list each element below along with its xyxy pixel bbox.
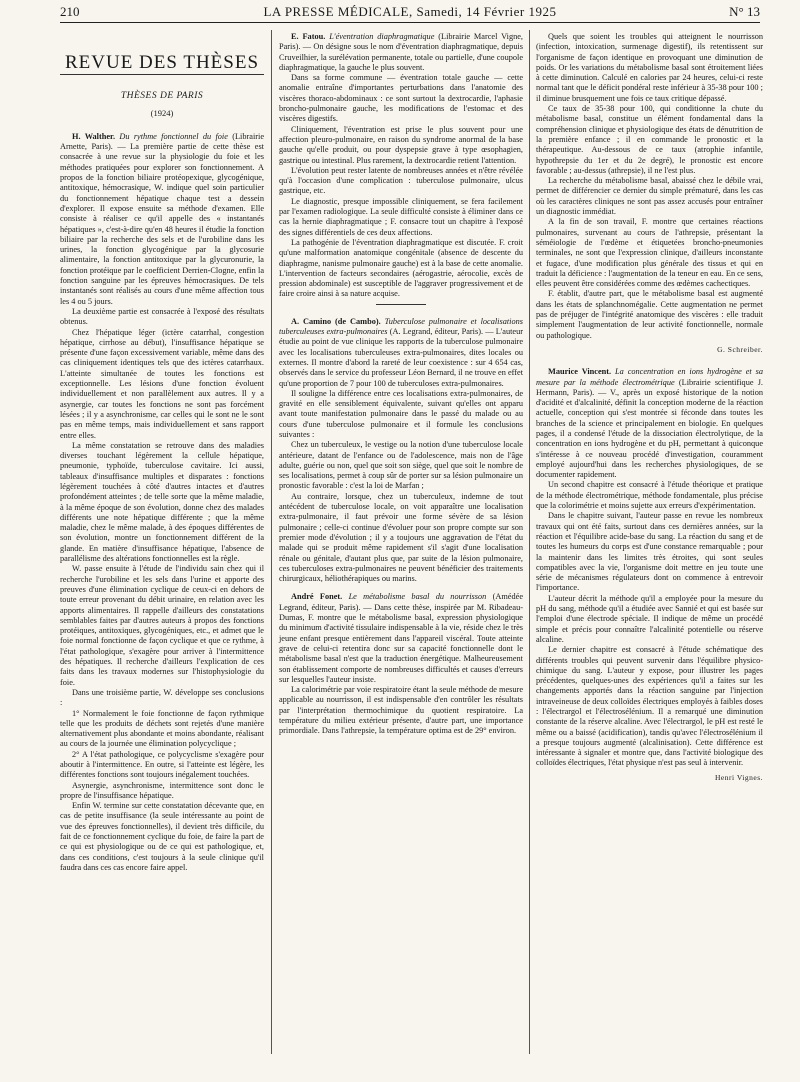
thesis-publisher: (Amédée Legrand, éditeur, Paris).: [279, 592, 523, 612]
thesis-publisher: (Librairie Marcel Vigne, Paris).: [279, 32, 523, 52]
column-divider: [271, 30, 272, 1054]
paragraph: 1° Normalement le foie fonctionne de façon rythmique telle que les produits de déchets sont rejetés d'une manière alternativement plus abondante et moins abondante, réalisant au cours de la journée une élimination polycyclique ;: [60, 708, 264, 749]
paragraph: L'auteur décrit la méthode qu'il a employée pour la mesure du pH du sang, méthode qu'il a étudiée avec Sannié et qui est basée sur l'emploi d'une électrode spéciale. Il indique de même un procédé simple et précis pour connaître l'alcalinité potentielle ou réserve alcaline.: [536, 593, 763, 644]
thesis-title: Du rythme fonctionnel du foie: [119, 131, 228, 141]
paragraph: A la fin de son travail, F. montre que certaines réactions pulmonaires, survenant au cours de l'athrepsie, présentant la séméiologie de l'œdème et étiquetées broncho-pneumonies terminales, ne sont que l'expression clinique, d'ailleurs inconstante et fugace, d'une modification plus générale des tissus et qui en traduit la déficience : l'augmentation de la teneur en eau. En ce sens, elles peuvent être considérées comme des œdèmes cachectiques.: [536, 217, 763, 289]
thesis-entry: H. Walther. Du rythme fonctionnel du foie (Librairie Arnette, Paris). — La première partie de cette thèse est consacrée à une revue sur la physiologie du foie et les méthodes pratiquées pour explorer son fonctionnement. A propos de la fonction biliaire protéopexique, glycogénique, antitoxique, hémocrasique, W. indique quel soin particulier du fonctionnement hépatique chaque test a dessein d'explorer. Il expose ensuite sa méthode d'examen. Elle consiste à réaliser ce qu'il appelle des « instantanés hépatiques », c'est-à-dire qu'en 48 heures il étudie la fonction biliaire par la recherche des sels et de l'urobiline dans les urines, la fonction glycogénique par la glycosurie alimentaire, la fonction antitoxique par la glycuronurie, la fonction protéique par le coefficient Derrien-Clogne, enfin la fonction sanguine par les épreuves hémocrasiques. De tels instantanés sont réalisés au cours d'une même affection tous les 4 ou 5 jours. La deuxième partie est consacrée à l'exposé des résultats obtenus. Chez l'hépatique léger (ictère catarrhal, congestion hépatique, cirrhose au début), l'insuffisance hépatique se présente d'une façon excessivement variable, même dans des cas cliniquement identiques tels que des ictères catarrhaux. L'atteinte simultanée de toutes les fonctions est exceptionnelle. Les lésions d'une fonction évoluent individuellement et non parallèlement aux autres. Il y a asynergie, car toutes les fonctions ne sont pas forcément lésées ; il y a asynchronisme, car celles qui le sont ne le sont pas en même temps, mais individuellement et sans rapport entre elles. La même constatation se retrouve dans des maladies diverses touchant légèrement la cellule hépatique, pneumonie, typhoïde, tuberculose cavitaire. Ici aussi, tableaux d'insuffisance multiples et disparates : fonctions légèrement touchées à côté d'autres intactes et d'autres profondément atteintes ; de telle sorte que la même maladie, à la même époque de son évolution, donne chez des malades différents une note hépatique différente ; que la même maladie, chez le même malade, à des époques différentes de son évolution, montre un fonctionnement différent de la glande. En matière d'insuffisance hépatique, l'absence de parallélisme des altérations fonctionnelles est la règle. W. passe ensuite à l'étude de l'individu sain chez qui il recherche l'urobiline et les sels dans l'urine et apporte des preuves d'une élimination cyclique de ceux-ci en dehors de toute erreur provenant du débit urinaire, en relation avec les apports alimentaires. Il rappelle d'ailleurs des constatations semblables faites par d'autres auteurs à propos des fonctions protéiques, antitoxiques, glycogéniques, etc., et admet que le foie normal fonctionne de façon cyclique et que ce rythme, à l'état pathologique, s'exagère pour arriver à l'intermittence des hépatiques. Il recherche d'ailleurs l'explication de ces faits dans les travaux modernes sur l'histophysiologie du foie. Dans une troisième partie, W. développe ses conclusions : 1° Normalement le foie fonctionne de façon rythmique telle que les produits de déchets sont rejetés d'une manière alternativement plus abondante et moins abondante, réalisant au cours de la journée une élimination polycyclique ; 2° A l'état pathologique, ce polycyclisme s'exagère pour aboutir à l'intermittence. En outre, si l'atteinte est légère, les différentes fonctions sont toujours inégalement touchées. Asynergie, asynchronisme, intermittence sont donc le propre de l'insuffisance hépatique. Enfin W. termine sur cette constatation décevante que, en cas de petite insuffisance (la seule intéressante au point de vue des épreuves fonctionnelles), il devient très difficile, du fait de ce fonctionnement cyclique du foie, de faire la part de ce qui est physiologique ou de ce qui est pathologique, et, dans ces conditions, c'est toujours à la seule clinique qu'il faudra dans ces cas encore faire appel.: [60, 131, 265, 872]
paragraph: La même constatation se retrouve dans des maladies diverses touchant légèrement la cellule hépatique, pneumonie, typhoïde, tuberculose cavitaire. Ici aussi, tableaux d'insuffisance multiples et disparates : fonctions légèrement touchées à côté d'autres intactes et d'autres profondément atteintes ; de telle sorte que la même maladie, à la même époque de son évolution, donne chez des malades différents une note hépatique différente ; que la même maladie, chez le même malade, à des époques différentes de son évolution, montre un fonctionnement différent de la glande. En matière d'insuffisance hépatique, l'absence de parallélisme des altérations fonctionnelles est la règle.: [60, 440, 264, 564]
paragraph: Asynergie, asynchronisme, intermittence sont donc le propre de l'insuffisance hépatique.: [60, 780, 264, 800]
paragraph: V., après un exposé historique de la notion d'acidité et d'alcalinité, définit la conception moderne de la réaction actuelle, conception qui s'est montrée si féconde dans toutes les branches de la science et principalement en biologie. En quelques pages, il a condensé l'étude de la dissociation électrolytique, de la concentration en ions hydrogène et du pH, permettant à quiconque s'intéresse à ce nouveau procédé d'investigation, couramment employé aujourd'hui dans les recherches physiologiques, de se documenter rapidement.: [536, 387, 764, 480]
thesis-publisher: (Librairie Arnette, Paris).: [60, 131, 265, 152]
paragraph: W. passe ensuite à l'étude de l'individu sain chez qui il recherche l'urobiline et les sels dans l'urine et apporte des preuves d'une élimination cyclique de ceux-ci en dehors de toute erreur provenant du débit urinaire, en relation avec les apports alimentaires. Il rappelle d'ailleurs des constatations semblables faites par d'autres auteurs à propos des fonctions protéiques, antitoxiques, glycogéniques, etc., et admet que le foie normal fonctionne de façon cyclique et que ce rythme, à l'état pathologique, s'exagère pour arriver à l'intermittence des hépatiques. Il recherche d'ailleurs l'explication de ces faits dans les travaux modernes sur l'histophysiologie du foie.: [60, 564, 264, 687]
thesis-title: Tuberculose pulmonaire et localisations tuberculeuses extra-pulmonaires: [279, 316, 524, 337]
thesis-author: A. Camino (de Cambo).: [291, 316, 381, 326]
thesis-title: Le métabolisme basal du nourrisson: [348, 592, 487, 602]
paragraph: Dans cette thèse, inspirée par M. Ribadeau-Dumas, F. montre que le métabolisme basal, expression physiologique du minimum d'activité tissulaire indispensable à la vie, réside chez le très jeune enfant presque entièrement dans l'appareil viscéral. Toute atteinte grave de celui-ci retentira donc sur sa capacité fonctionnelle dont le métabolisme basal n'est que la traduction énergétique. Malheureusement son établissement comporte de nombreuses difficultés et causes d'erreurs sur lesquelles l'auteur insiste.: [279, 602, 523, 684]
paragraph: Chez l'hépatique léger (ictère catarrhal, congestion hépatique, cirrhose au début), l'insuffisance hépatique se présente d'une façon excessivement variable, même dans des cas cliniquement identiques tels que des ictères catarrhaux. L'atteinte simultanée de toutes les fonctions est exceptionnelle. Les lésions d'une fonction évoluent individuellement et non parallèlement aux autres. Il y a asynergie, car toutes les fonctions ne sont pas forcément lésées ; il y a asynchronisme, car celles qui le sont ne le sont pas en même temps, mais individuellement et sans rapport entre elles.: [60, 327, 264, 440]
paragraph: Dans une troisième partie, W. développe ses conclusions :: [60, 687, 264, 708]
paragraph: Le dernier chapitre est consacré à l'étude schématique des différents troubles qui peuvent survenir dans l'équilibre physico-chimique du sang. L'auteur y expose, pour illustrer les pages précédentes, quelques-unes des expériences qu'il a faites sur les changements apportés dans la réaction sanguine par l'injection intraveineuse de deux colloïdes électriques employés à faibles doses : l'électrargol et l'électrosélénium. Il a remarqué une diminution constante de la réserve alcaline. Avec l'électrargol, le pH est resté le même ou a baissé (acidification), tandis qu'avec l'électrosélénium il a presque toujours augmenté (alcalinisation). Cette différence est intéressante à signaler et montre que, dans l'activité biologique des colloïdes électriques, l'état physique n'est pas seul à intervenir.: [536, 645, 763, 768]
paragraph: Un second chapitre est consacré à l'étude théorique et pratique de la méthode électrométrique, méthode fondamentale, plus précise que la colorimétrie et moins sujette aux erreurs d'expérimentation.: [536, 480, 763, 511]
paragraph: Chez un tuberculeux, le vestige ou la notion d'une tuberculose locale antérieure, datant de l'enfance ou de l'adolescence, mais non de l'âge adulte, guérie ou non, quel que soit son siège, quel que soit le nombre de ses localisations, permet à coup sûr de porter sur sa lésion pulmonaire un pronostic favorable : c'est la loi de Marfan ;: [279, 440, 523, 491]
issue-number: N° 13: [729, 4, 760, 19]
thesis-publisher: (Librairie scientifique J. Hermann, Paris).: [536, 377, 764, 397]
section-heading: THÈSES DE PARIS: [120, 91, 204, 102]
thesis-author: E. Fatou.: [291, 32, 326, 41]
paragraph: La pathogénie de l'éventration diaphragmatique est discutée. F. croit qu'une malformation anatomique congénitale (absence de descente du diaphragme, nanisme pulmonaire gauche) est à la base de cette anomalie. L'intervention de facteurs secondaires (aérogastrie, aérocolie, excès de pression abdominale) est susceptible de l'aggraver progressivement et de faire croire ainsi à sa nature acquise.: [279, 237, 523, 299]
paragraph: La première partie de cette thèse est consacrée à une revue sur la physiologie du foie et les méthodes pratiquées pour explorer son fonctionnement. A propos de la fonction biliaire protéopexique, glycogénique, antitoxique, hémocrasique, W. indique quel soin particulier du fonctionnement hépatique chaque test a dessein d'explorer. Il expose ensuite sa méthode d'examen. Elle consiste à réaliser ce qu'il appelle des « instantanés hépatiques », c'est-à-dire qu'en 48 heures il étudie la fonction biliaire par la recherche des sels et de l'urobiline dans les urines, la fonction glycogénique par la glycosurie alimentaire, la fonction antitoxique par la glycuronurie, la fonction protéique par le coefficient Derrien-Clogne, enfin la fonction sanguine par les épreuves hémocrasiques. De tels instantanés sont réalisés au cours d'une même affection tous les 4 ou 5 jours.: [60, 142, 264, 306]
paragraph: Dans sa forme commune — éventration totale gauche — cette anomalie entraîne d'importantes perturbations dans l'anatomie des viscères thoraco-abdominaux : ce sont surtout la dextrocardie, l'aphasie broncho-pulmonaire gauche, les modifications de l'estomac et des viscères digestifs.: [279, 73, 523, 124]
paragraph: Cliniquement, l'éventration est prise le plus souvent pour une affection pleuro-pulmonaire, en raison du syndrome anormal de la base gauche qu'elle produit, ou pour dyspepsie grave à type œsophagien, gastrique ou intestinal. Plus rarement, la dextrocardie retient l'attention.: [279, 124, 523, 165]
column-1: [60, 32, 264, 873]
thesis-entry: A. Camino (de Cambo). Tuberculose pulmonaire et localisations tuberculeuses extra-pulmonaires (A. Legrand, éditeur, Paris). — L'auteur étudie au point de vue clinique les rapports de la tuberculose pulmonaire avec les localisations tuberculeuses extra-pulmonaires, dites locales ou externes. Il montre d'abord la rareté de leur coexistence : sur 4 654 cas, observés dans le service du professeur Léon Bernard, il ne trouve en effet qu'une proportion de 7 pour 100 de tuberculoses extra-pulmonaires. Il souligne la différence entre ces localisations extra-pulmonaires, de gravité en elle sensiblement équivalente, suivant qu'elles ont apparu avant toute manifestation pulmonaire dans le passé du malade ou au cours d'une tuberculose pulmonaire et il formule les conclusions suivantes : Chez un tuberculeux, le vestige ou la notion d'une tuberculose locale antérieure, datant de l'enfance ou de l'adolescence, mais non de l'âge adulte, guérie ou non, quel que soit son siège, quel que soit le nombre de ses localisations, permet à coup sûr de porter sur sa lésion pulmonaire un pronostic favorable : c'est la loi de Marfan ; Au contraire, lorsque, chez un tuberculeux, indemne de tout antécédent de tuberculose locale, on voit apparaître une localisation extra-pulmonaire, il faut prévoir une forme sévère de sa lésion pulmonaire ; celle-ci continue d'évoluer pour son propre compte sur son premier mode d'évolution ; il y a toujours une aggravation de l'état du malade qui se produit même rapidement s'il s'agit d'une localisation rénale ou génitale, d'autant plus que, par suite de la lésion pulmonaire, ces tuberculoses extra-pulmonaires ne peuvent bénéficier des traitements chirurgicaux, héliothérapiques ou marins.: [279, 316, 524, 584]
paragraph: Ce taux de 35-38 pour 100, qui conditionne la chute du métabolisme basal, constitue un élément fondamental dans la compréhension clinique et physiologique des états de dénutrition de la première enfance ; il en commande le pronostic et la thérapeutique. Au-dessous de ce taux (atrophie infantile, hypothrepsie du 1er et du 2e degré), le pronostic est encore favorable ; au-dessus (athrepsie), il ne l'est plus.: [536, 104, 763, 175]
thesis-entry: Maurice Vincent. La concentration en ions hydrogène et sa mesure par la méthode électrométrique (Librairie scientifique J. Hermann, Paris). — V., après un exposé historique de la notion d'acidité et d'alcalinité, définit la conception moderne de la réaction actuelle, conception qui s'est montrée si féconde dans toutes les branches de la science et principalement en biologie. En quelques pages, il a condensé l'étude de la dissociation électrolytique, de la concentration en ions hydrogène et du pH, permettant à quiconque s'intéresse à ce nouveau procédé d'investigation, couramment employé aujourd'hui dans les recherches physiologiques, de se documenter rapidement. Un second chapitre est consacré à l'étude théorique et pratique de la méthode électrométrique, méthode fondamentale, plus précise que la colorimétrie et moins sujette aux erreurs d'expérimentation. Dans le chapitre suivant, l'auteur passe en revue les nombreux travaux qui ont été faits, surtout dans ces dernières années, sur la réaction et l'équilibre acide-base du sang. La réaction du sang et de toutes les humeurs du corps est d'une constance remarquable ; pour la maintenir dans les limites très étroites, qui sont seules compatibles avec la vie, l'organisme doit mettre en jeu toute une série de mécanismes régulateurs dont on commence à entrevoir l'importance. L'auteur décrit la méthode qu'il a employée pour la mesure du pH du sang, méthode qu'il a étudiée avec Sannié et qui est basée sur l'emploi d'une électrode spéciale. Il indique de même un procédé simple et précis pour connaître l'alcalinité potentielle ou réserve alcaline. Le dernier chapitre est consacré à l'étude schématique des différents troubles qui peuvent survenir dans l'équilibre physico-chimique du sang. L'auteur y expose, pour illustrer les pages précédentes, quelques-unes des expériences qu'il a faites sur les changements apportés dans la réaction sanguine par l'injection intraveineuse de deux colloïdes électriques employés à faibles doses : l'électrargol et l'électrosélénium. Il a remarqué une diminution constante de la réserve alcaline. Avec l'électrargol, le pH est resté le même ou a baissé (acidification), tandis qu'avec l'électrosélénium il a presque toujours augmenté (alcalinisation). Cette différence est intéressante à signaler et montre que, dans l'activité biologique des colloïdes électriques, l'état physique n'est pas seul à intervenir. Henri Vignes.: [536, 367, 764, 782]
thesis-title: L'éventration diaphragmatique: [329, 32, 435, 41]
paragraph: La calorimétrie par voie respiratoire étant la seule méthode de mesure applicable au nourrisson, il est indispensable d'en contrôler les résultats par l'interprétation thermochimique du quotient respiratoire. La température du milieu extérieur présente, d'autre part, une importance primordiale. Dans l'athrepsie, la température optima est de 29° environ.: [279, 685, 523, 736]
paragraph: Le diagnostic, presque impossible cliniquement, se fera facilement par l'examen radiologique. La seule difficulté consiste à éliminer dans ce cas la hernie diaphragmatique ; F. consacre tout un chapitre à l'exposé des signes différentiels de ces deux affections.: [279, 196, 523, 237]
paragraph: Au contraire, lorsque, chez un tuberculeux, indemne de tout antécédent de tuberculose locale, on voit apparaître une localisation extra-pulmonaire, il faut prévoir une forme sévère de sa lésion pulmonaire ; celle-ci continue d'évoluer pour son propre compte sur son premier mode d'évolution ; il y a toujours une aggravation de l'état du malade qui se produit même rapidement s'il s'agit d'une localisation rénale ou génitale, d'autant plus que, par suite de la lésion pulmonaire, ces tuberculoses extra-pulmonaires ne peuvent bénéficier des traitements chirurgicaux, héliothérapiques ou marins.: [279, 491, 523, 584]
thesis-entry: André Fonet. Le métabolisme basal du nourrisson (Amédée Legrand, éditeur, Paris). — Dans cette thèse, inspirée par M. Ribadeau-Dumas, F. montre que le métabolisme basal, expression physiologique du minimum d'activité tissulaire indispensable à la vie, réside chez le très jeune enfant presque entièrement dans l'appareil viscéral. Toute atteinte grave de celui-ci retentira donc sur sa capacité fonctionnelle dont le métabolisme basal n'est que la traduction énergétique. Malheureusement son établissement comporte de nombreuses difficultés et causes d'erreurs sur lesquelles l'auteur insiste. La calorimétrie par voie respiratoire étant la seule méthode de mesure applicable au nourrisson, il est indispensable d'en contrôler les résultats par l'interprétation thermochimique du quotient respiratoire. La température du milieu extérieur présente, d'autre part, une importance primordiale. Dans l'athrepsie, la température optima est de 29° environ.: [279, 592, 523, 736]
paragraph: 2° A l'état pathologique, ce polycyclisme s'exagère pour aboutir à l'intermittence. En outre, si l'atteinte est légère, les différentes fonctions sont toujours inégalement touchées.: [60, 749, 264, 780]
thesis-author: Maurice Vincent.: [548, 367, 612, 377]
thesis-entry-continued: [536, 32, 763, 355]
thesis-author: H. Walther.: [72, 131, 116, 141]
entry-separator: [376, 304, 426, 305]
reviewer-signature: G. Schreiber.: [717, 344, 763, 354]
page-number: 210: [60, 4, 80, 19]
column-3: [536, 32, 763, 795]
paragraph: L'évolution peut rester latente de nombreuses années et n'être révélée qu'à l'occasion d'une complication : tuberculose pulmonaire, ulcus gastrique, etc.: [279, 165, 523, 196]
column-2: [279, 32, 523, 737]
paragraph: La deuxième partie est consacrée à l'exposé des résultats obtenus.: [60, 306, 264, 327]
thesis-author: André Fonet.: [291, 592, 343, 602]
paragraph: F. établit, d'autre part, que le métabolisme basal est augmenté dans les états de splanchnomégalie. Cette augmentation ne permet pas de préjuger de l'intégrité anatomique des viscères : elle traduit simplement l'augmentation de leur activité fonctionnelle, normale ou pathologique.: [536, 289, 763, 340]
page-header: [60, 4, 760, 23]
paragraph: On désigne sous le nom d'éventration diaphragmatique, depuis Cruveilhier, la surélévation permanente, totale ou partielle, d'une coupole diaphragmatique, la gauche le plus souvent.: [279, 42, 524, 72]
thesis-title: La concentration en ions hydrogène et sa mesure par la méthode électrométrique: [536, 367, 764, 387]
reviewer-signature: Henri Vignes.: [715, 772, 763, 782]
paragraph: L'auteur étudie au point de vue clinique les rapports de la tuberculose pulmonaire avec les localisations tuberculeuses extra-pulmonaires, dites locales ou externes. Il montre d'abord la rareté de leur coexistence : sur 4 654 cas, observés dans le service du professeur Léon Bernard, il ne trouve en effet qu'une proportion de 7 pour 100 de tuberculoses extra-pulmonaires.: [279, 327, 524, 388]
review-title: REVUE DES THÈSES: [60, 58, 264, 75]
section-year: (1924): [150, 107, 174, 118]
paragraph: Il souligne la différence entre ces localisations extra-pulmonaires, de gravité en elle sensiblement équivalente, suivant qu'elles ont apparu avant toute manifestation pulmonaire dans le passé du malade ou au cours d'une tuberculose pulmonaire et il formule les conclusions suivantes :: [279, 388, 523, 439]
paragraph: Enfin W. termine sur cette constatation décevante que, en cas de petite insuffisance (la seule intéressante au point de vue des épreuves fonctionnelles), il devient très difficile, du fait de ce fonctionnement cyclique du foie, de faire la part de ce qui est physiologique ou de ce qui est pathologique, et, dans ces conditions, c'est toujours à la seule clinique qu'il faudra dans ces cas encore faire appel.: [60, 801, 264, 872]
journal-title: LA PRESSE MÉDICALE, Samedi, 14 Février 1925: [263, 4, 557, 19]
thesis-publisher: (A. Legrand, éditeur, Paris).: [389, 327, 484, 337]
thesis-entry: E. Fatou. L'éventration diaphragmatique (Librairie Marcel Vigne, Paris). — On désigne sous le nom d'éventration diaphragmatique, depuis Cruveilhier, la surélévation permanente, totale ou partielle, d'une coupole diaphragmatique, la gauche le plus souvent. Dans sa forme commune — éventration totale gauche — cette anomalie entraîne d'importantes perturbations dans l'anatomie des viscères thoraco-abdominaux : ce sont surtout la dextrocardie, l'aphasie broncho-pulmonaire gauche, les modifications de l'estomac et des viscères digestifs. Cliniquement, l'éventration est prise le plus souvent pour une affection pleuro-pulmonaire, en raison du syndrome anormal de la base gauche qu'elle produit, ou pour dyspepsie grave à type œsophagien, gastrique ou intestinal. Plus rarement, la dextrocardie retient l'attention. L'évolution peut rester latente de nombreuses années et n'être révélée qu'à l'occasion d'une complication : tuberculose pulmonaire, ulcus gastrique, etc. Le diagnostic, presque impossible cliniquement, se fera facilement par l'examen radiologique. La seule difficulté consiste à éliminer dans ce cas la hernie diaphragmatique ; F. consacre tout un chapitre à l'exposé des signes différentiels de ces deux affections. La pathogénie de l'éventration diaphragmatique est discutée. F. croit qu'une malformation anatomique congénitale (absence de descente du diaphragme, nanisme pulmonaire gauche) est à la base de cette anomalie. L'intervention de facteurs secondaires (aérogastrie, aérocolie, excès de pression abdominale) est susceptible de l'aggraver progressivement et de faire croire ainsi à sa nature acquise.: [279, 32, 524, 299]
paragraph: Quels que soient les troubles qui atteignent le nourrisson (infection, intoxication, surmenage digestif), ils retentissent sur l'organisme de façon identique en provoquant une diminution de poids. Or les variations du métabolisme basal sont étroitement liées à cette diminution. Calculé en calories par 24 heures, celui-ci reste normal tant que le déficit pondéral reste inférieur à 35-38 pour 100 ; il diminue brusquement une fois ce taux critique dépassé.: [536, 32, 763, 103]
paragraph: Dans le chapitre suivant, l'auteur passe en revue les nombreux travaux qui ont été faits, surtout dans ces dernières années, sur la réaction et l'équilibre acide-base du sang. La réaction du sang et de toutes les humeurs du corps est d'une constance remarquable ; pour la maintenir dans les limites très étroites, qui sont seules compatibles avec la vie, l'organisme doit mettre en jeu toute une série de mécanismes régulateurs dont on commence à entrevoir l'importance.: [536, 511, 763, 593]
paragraph: La recherche du métabolisme basal, abaissé chez le débile vrai, permet de différencier ce dernier du simple prématuré, dans les cas où les caractères cliniques ne sont pas assez accusés pour entraîner un diagnostic immédiat.: [536, 176, 763, 217]
column-divider: [529, 30, 530, 1054]
